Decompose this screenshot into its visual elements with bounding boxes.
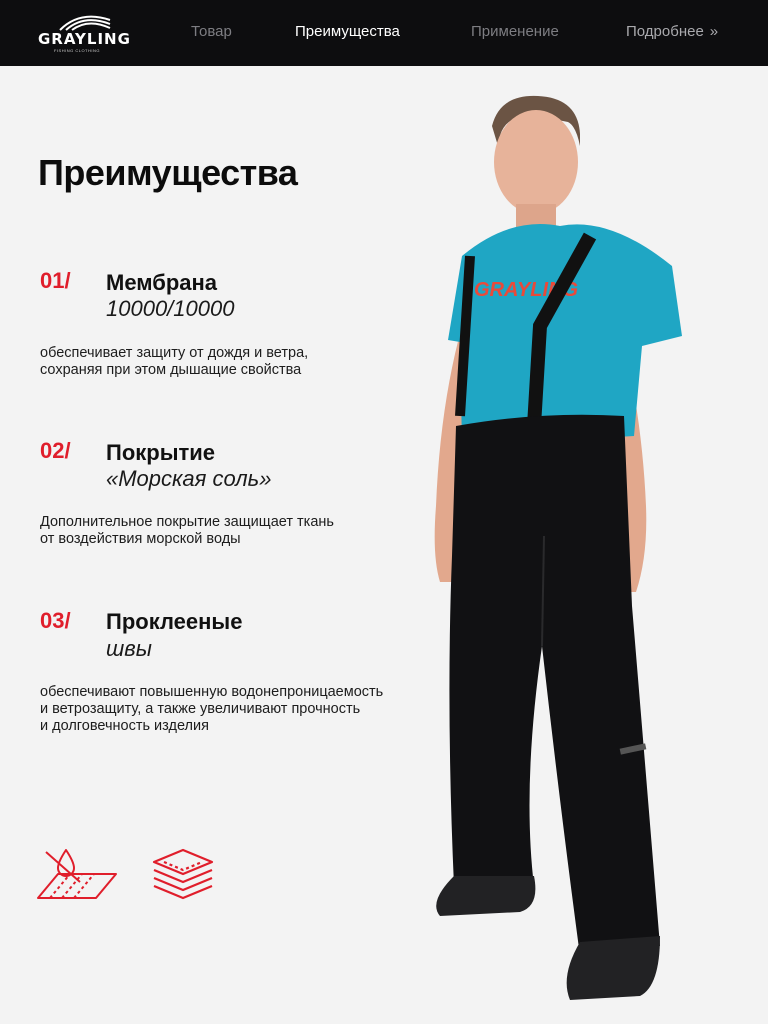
nav-item-more-label: Подробнее — [626, 23, 704, 40]
layered-fabric-icon — [150, 846, 216, 907]
feature-subheading: швы — [106, 636, 152, 661]
description-line: сохраняя при этом дышащие свойства — [40, 362, 302, 378]
description-line: и ветрозащиту, а также увеличивают прочность — [40, 701, 361, 717]
feature-description — [40, 684, 460, 735]
feature-number: 03/ — [40, 608, 71, 633]
description-line: обеспечивают повышенную водонепроницаемость — [40, 684, 384, 700]
feature-heading: Покрытие — [106, 440, 216, 465]
description-line: от воздействия морской воды — [40, 531, 241, 547]
feature-heading: Мембрана — [106, 270, 218, 295]
description-line: обеспечивает защиту от дождя и ветра, — [40, 345, 309, 361]
feature-number: 02/ — [40, 438, 71, 463]
feature-description — [40, 345, 460, 379]
feature-subheading: «Морская соль» — [106, 466, 272, 491]
product-model-image — [410, 86, 710, 1016]
description-line: и долговечность изделия — [40, 718, 209, 734]
double-chevron-right-icon: » — [709, 23, 716, 40]
description-line: Дополнительное покрытие защищает ткань — [40, 514, 334, 530]
feature-description — [40, 514, 460, 548]
shirt-print: GRAYLING — [474, 279, 579, 301]
waterproof-membrane-icon — [36, 846, 118, 907]
nav-item-product[interactable]: Товар — [191, 23, 232, 40]
logo-arcs-icon — [58, 12, 118, 32]
t-shirt — [448, 224, 682, 446]
nav-item-more[interactable] — [626, 23, 715, 41]
feature-number: 01/ — [40, 268, 71, 293]
nav-item-advantages[interactable]: Преимущества — [295, 23, 400, 40]
feature-subheading: 10000/10000 — [106, 296, 235, 321]
page-title: Преимущества — [38, 152, 298, 193]
nav-item-usage[interactable]: Применение — [471, 23, 559, 40]
brand-logo[interactable] — [36, 12, 132, 56]
logo-text: GRAYLING — [38, 30, 131, 48]
top-navigation-bar — [0, 0, 768, 66]
face — [494, 110, 578, 214]
feature-heading: Проклееные — [106, 609, 243, 634]
right-boot — [567, 936, 660, 1000]
logo-subtitle: FISHING CLOTHING — [54, 48, 101, 53]
left-boot — [436, 876, 535, 916]
